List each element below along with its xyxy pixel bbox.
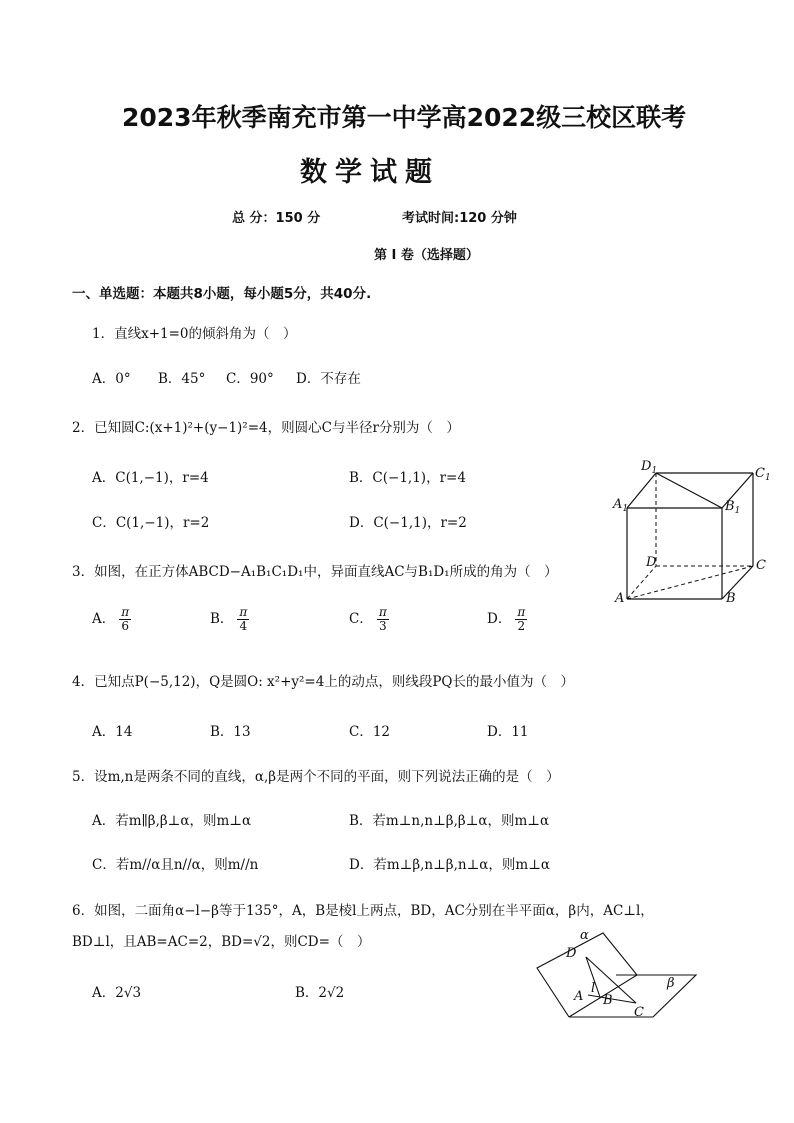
label-d: D [646,555,657,570]
q3-option-d-fraction [515,606,527,633]
q5-option-a: A．若m∥β,β⊥α，则m⊥α [92,813,252,829]
label-b1: $B_1$ [725,499,741,516]
q3-option-b-fraction [237,606,249,633]
fraction-numerator: π [378,605,387,619]
question-5-stem: 5．设m,n是两条不同的直线，α,β是两个不同的平面，则下列说法正确的是（ ） [72,769,560,785]
exam-title: 2023年秋季南充市第一中学高2022级三校区联考 [122,103,687,132]
q6-option-a: A．2√3 [92,985,142,1001]
q3-option-b-letter: B． [210,611,234,627]
q3-option-d-letter: D． [487,611,512,627]
q4-option-d: D．11 [487,724,529,740]
q3-option-c [349,606,389,633]
question-4-stem: 4．已知点P(−5,12)，Q是圆O: x²+y²=4上的动点，则线段PQ长的最小值为（ ） [72,674,574,690]
q5-option-c: C．若m//α且n//α，则m//n [92,857,259,873]
q3-option-c-letter: C． [349,611,373,627]
q2-option-b: B．C(−1,1)，r=4 [349,470,466,486]
q2-option-d: D．C(−1,1)，r=2 [349,515,467,531]
q4-option-a: A．14 [92,724,133,740]
q4-option-c: C．12 [349,724,391,740]
hidden-edge-a-d [627,566,656,599]
label-a: A [574,989,584,1004]
label-d: D [566,946,577,961]
plane-beta [569,975,696,1017]
label-beta: β [667,976,675,991]
dihedral-figure [530,925,702,1025]
q1-option-d: D．不存在 [296,371,361,387]
question-6-stem-line2: BD⊥l，且AB=AC=2，BD=√2，则CD=（ ） [72,934,371,950]
q1-option-a: A．0° [92,371,131,387]
q3-option-d [487,606,527,633]
q5-option-d: D．若m⊥β,n⊥β,n⊥α，则m⊥α [349,857,551,873]
fraction-denominator: 3 [378,619,387,633]
label-c: C [756,558,766,573]
fraction-denominator: 2 [517,619,526,633]
label-b: B [603,993,613,1008]
q4-option-b: B．13 [210,724,251,740]
q1-option-c: C．90° [226,371,274,387]
label-b: B [726,591,736,606]
question-2-stem: 2．已知圆C:(x+1)²+(y−1)²=4，则圆心C与半径r分别为（ ） [72,420,460,436]
volume-label: 第 I 卷（选择题） [374,248,479,263]
q3-option-a [92,606,131,633]
q5-option-b: B．若m⊥n,n⊥β,β⊥α，则m⊥α [349,813,550,829]
q2-option-a: A．C(1,−1)，r=4 [92,470,209,486]
fraction-denominator: 4 [239,619,248,633]
question-1-stem: 1．直线x+1=0的倾斜角为（ ） [92,326,297,342]
label-alpha: α [580,928,589,943]
fraction-numerator: π [517,605,526,619]
fraction-numerator: π [239,605,248,619]
fraction-numerator: π [121,605,130,619]
label-c1: $C_1$ [755,466,771,483]
exam-subtitle: 数学试题 [300,157,440,188]
fraction-denominator: 6 [121,619,130,633]
q3-option-a-fraction [119,606,131,633]
edge-a1-d1 [627,473,656,508]
q3-option-c-fraction [377,606,389,633]
label-l: l [591,981,596,996]
q1-option-b: B．45° [158,371,206,387]
diagonal-d1-b1 [656,473,722,508]
label-a: A [615,591,625,606]
question-6-stem-line1: 6．如图，二面角α−l−β等于135°，A，B是棱l上两点，BD，AC分别在半平面α，β内，AC⊥l， [72,903,654,919]
q3-option-b [210,606,249,633]
section-heading: 一、单选题：本题共8小题，每小题5分，共40分. [72,286,372,302]
q2-option-c: C．C(1,−1)，r=2 [92,515,210,531]
label-c: C [634,1005,644,1020]
label-a1: $A_1$ [613,497,629,514]
question-3-stem: 3．如图，在正方体ABCD−A₁B₁C₁D₁中，异面直线AC与B₁D₁所成的角为（ ） [72,564,558,580]
label-d1: $D_1$ [641,459,658,476]
total-score: 总 分：150 分 [232,211,321,226]
exam-time: 考试时间:120 分钟 [402,211,517,226]
q6-option-b: B．2√2 [295,985,345,1001]
q3-option-a-letter: A． [92,611,116,627]
cube-figure [605,458,775,608]
